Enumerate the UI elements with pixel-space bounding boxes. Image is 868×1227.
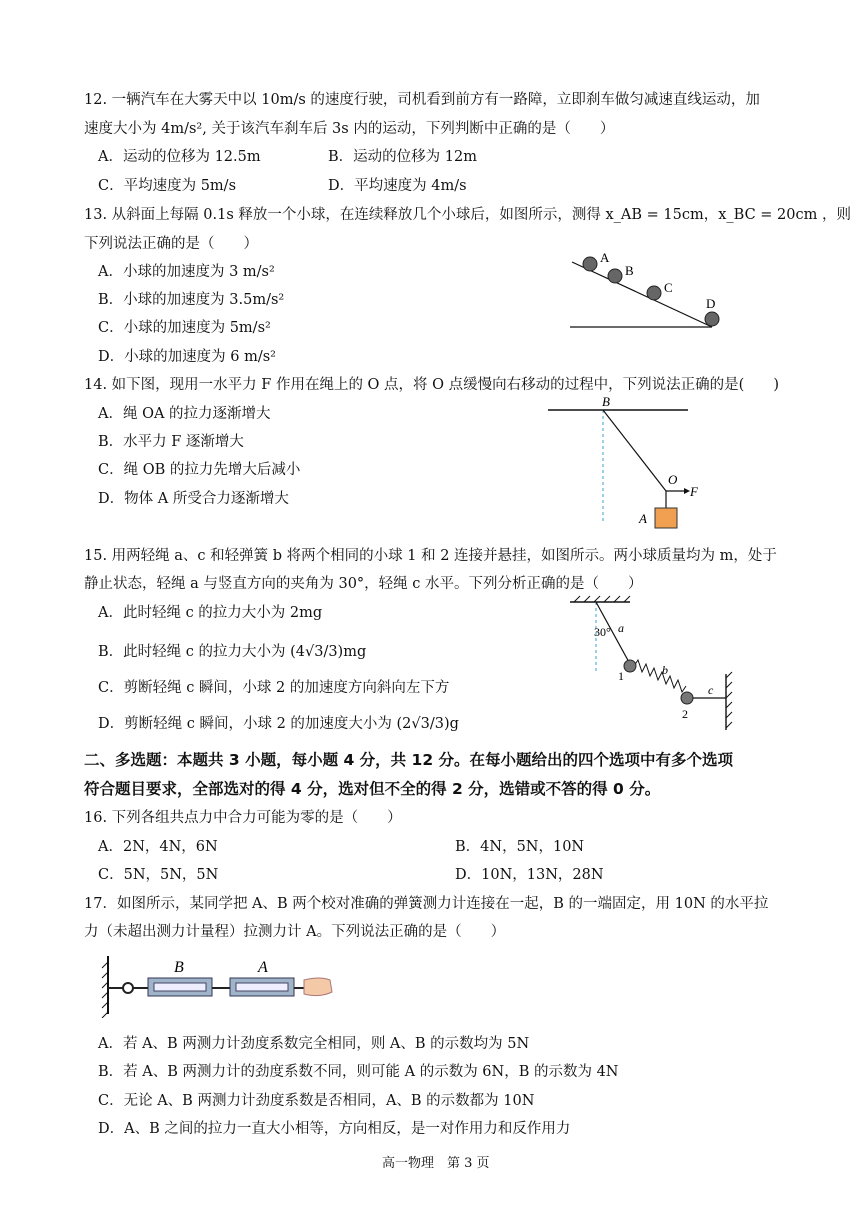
q14-label-o: O	[668, 472, 678, 487]
q17-label-b: B	[174, 959, 184, 976]
q17-option-c: C．无论 A、B 两测力计劲度系数是否相同，A、B 的示数都为 10N	[98, 1093, 535, 1109]
q14-label-b: B	[602, 394, 610, 409]
q13-label-c: C	[664, 280, 673, 295]
q16-option-b: B．4N，5N，10N	[455, 839, 585, 855]
q15-stem-line2: 静止状态，轻绳 a 与竖直方向的夹角为 30°，轻绳 c 水平。下列分析正确的是（ ）	[84, 576, 643, 592]
q15-stem-line1: 15. 用两轻绳 a、c 和轻弹簧 b 将两个相同的小球 1 和 2 连接并悬挂，如图所示。两小球质量均为 m，处于	[84, 548, 777, 564]
q13-label-b: B	[625, 263, 634, 278]
q13-option-d: D．小球的加速度为 6 m/s²	[98, 349, 276, 365]
q14-label-f: F	[690, 484, 698, 499]
q17-spring-scale-figure	[98, 952, 338, 1018]
q15-option-b: B．此时轻绳 c 的拉力大小为 (4√3/3)mg	[98, 644, 367, 660]
q12-option-c: C．平均速度为 5m/s	[98, 178, 237, 194]
q13-option-a: A．小球的加速度为 3 m/s²	[98, 264, 275, 280]
q17-option-a: A．若 A、B 两测力计劲度系数完全相同，则 A、B 的示数均为 5N	[98, 1036, 530, 1052]
q14-stem-line1: 14. 如下图，现用一水平力 F 作用在绳上的 O 点，将 O 点缓慢向右移动的过程中，下列说法正确的是( )	[84, 377, 779, 393]
q15-label-b: b	[662, 663, 668, 677]
q15-label-a: a	[618, 621, 624, 635]
q15-option-d: D．剪断轻绳 c 瞬间，小球 2 的加速度大小为 (2√3/3)g	[98, 716, 459, 732]
q13-incline-figure	[560, 245, 730, 335]
q14-option-b: B．水平力 F 逐渐增大	[98, 434, 244, 450]
q14-rope-figure	[540, 392, 700, 532]
q13-label-a: A	[600, 250, 610, 265]
q16-option-c: C．5N，5N，5N	[98, 867, 219, 883]
q15-label-1: 1	[618, 669, 624, 683]
section2-heading-line2: 符合题目要求，全部选对的得 4 分，选对但不全的得 2 分，选错或不答的得 0 分。	[84, 780, 661, 798]
q13-stem-line1: 13. 从斜面上每隔 0.1s 释放一个小球，在连续释放几个小球后，如图所示，测得 x_AB = 15cm，x_BC = 20cm ，则	[84, 207, 851, 223]
q12-stem-line2: 速度大小为 4m/s², 关于该汽车刹车后 3s 内的运动，下列判断中正确的是（ ）	[84, 121, 615, 137]
q15-spring-figure	[560, 594, 750, 734]
q13-label-d: D	[706, 296, 716, 311]
q14-option-d: D．物体 A 所受合力逐渐增大	[98, 491, 289, 507]
q17-option-d: D．A、B 之间的拉力一直大小相等，方向相反，是一对作用力和反作用力	[98, 1121, 571, 1137]
q13-option-c: C．小球的加速度为 5m/s²	[98, 320, 271, 336]
q17-option-b: B．若 A、B 两测力计的劲度系数不同，则可能 A 的示数为 6N，B 的示数为 4N	[98, 1064, 619, 1080]
q13-option-b: B．小球的加速度为 3.5m/s²	[98, 292, 285, 308]
q12-option-a: A．运动的位移为 12.5m	[98, 149, 261, 165]
q17-stem-line1: 17．如图所示，某同学把 A、B 两个校对准确的弹簧测力计连接在一起，B 的一端固定，用 10N 的水平拉	[84, 896, 769, 912]
q15-label-c: c	[708, 683, 714, 697]
page-footer: 高一物理 第 3 页	[382, 1156, 490, 1171]
q12-option-b: B．运动的位移为 12m	[328, 149, 477, 165]
q15-label-2: 2	[682, 707, 688, 721]
section2-heading-line1: 二、多选题：本题共 3 小题，每小题 4 分，共 12 分。在每小题给出的四个选项中有多个选项	[84, 751, 734, 769]
q16-stem-line1: 16. 下列各组共点力中合力可能为零的是（ ）	[84, 810, 402, 826]
q14-option-a: A．绳 OA 的拉力逐渐增大	[98, 406, 271, 422]
q15-label-angle: 30°	[594, 625, 611, 639]
q12-stem-line1: 12. 一辆汽车在大雾天中以 10m/s 的速度行驶，司机看到前方有一路障，立即刹车做匀减速直线运动，加	[84, 92, 760, 108]
q14-option-c: C．绳 OB 的拉力先增大后减小	[98, 462, 301, 478]
q16-option-d: D．10N，13N，28N	[455, 867, 604, 883]
q13-stem-line2: 下列说法正确的是（ ）	[84, 236, 258, 252]
q17-stem-line2: 力（未超出测力计量程）拉测力计 A。下列说法正确的是（ ）	[84, 924, 506, 940]
q17-label-a: A	[258, 959, 268, 976]
q12-option-d: D．平均速度为 4m/s	[328, 178, 467, 194]
q16-option-a: A．2N，4N，6N	[98, 839, 218, 855]
q15-option-a: A．此时轻绳 c 的拉力大小为 2mg	[98, 605, 323, 621]
q14-label-a: A	[639, 511, 647, 526]
q15-option-c: C．剪断轻绳 c 瞬间，小球 2 的加速度方向斜向左下方	[98, 680, 450, 696]
